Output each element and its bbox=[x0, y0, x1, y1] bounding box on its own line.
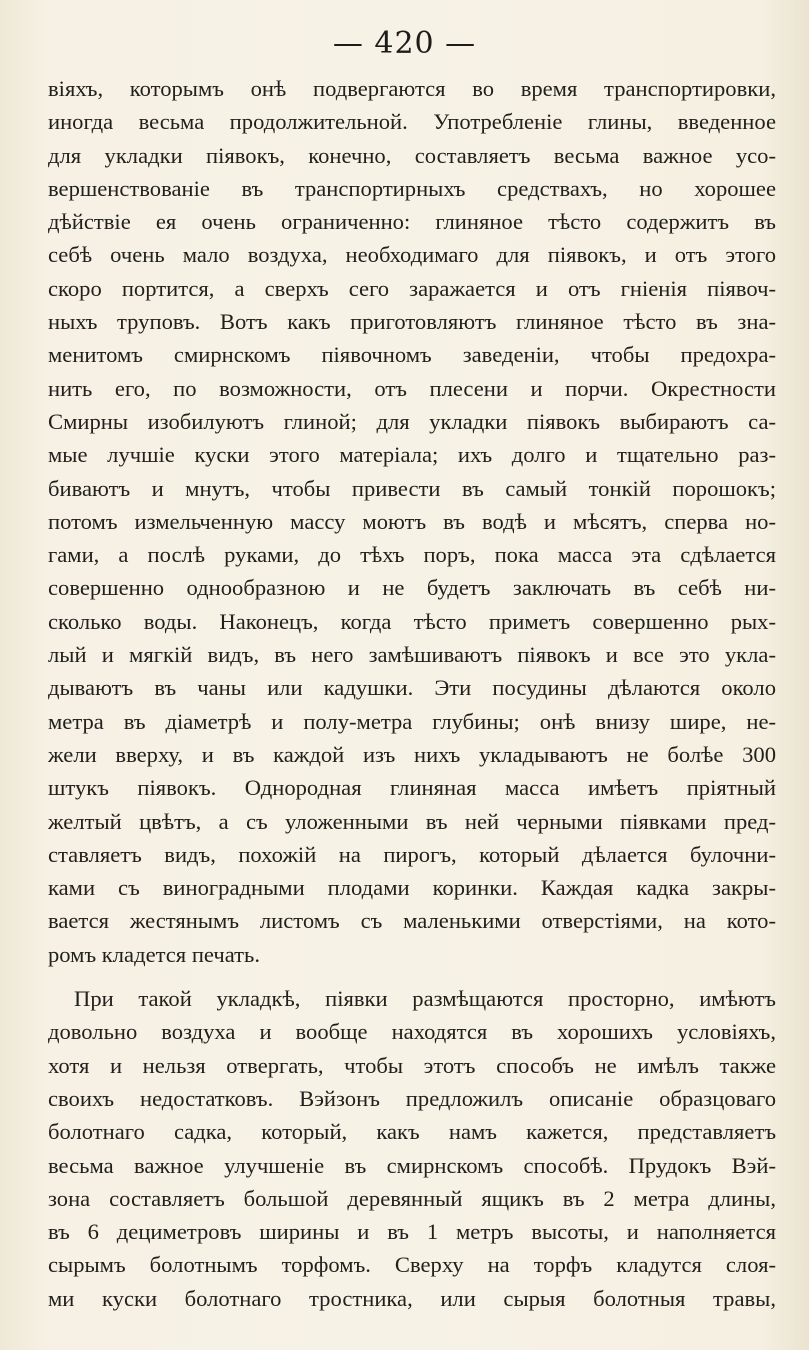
paragraph-1 bbox=[48, 72, 776, 971]
text-line: весьма важное улучшеніе въ смирнскомъ способѣ. Прудокъ Вэй- bbox=[48, 1152, 776, 1178]
text-line: дываютъ въ чаны или кадушки. Эти посудины дѣлаются около bbox=[48, 675, 776, 701]
text-line: Смирны изобилуютъ глиной; для укладки піявокъ выбираютъ са- bbox=[48, 408, 776, 434]
text-line: штукъ піявокъ. Однородная глиняная масса имѣетъ пріятный bbox=[48, 775, 776, 801]
text-line: гами, а послѣ руками, до тѣхъ поръ, пока масса эта сдѣлается bbox=[48, 542, 776, 568]
text-line: мые лучшіе куски этого матеріала; ихъ долго и тщательно раз- bbox=[48, 442, 776, 468]
text-line: хотя и нельзя отвергать, чтобы этотъ способъ не имѣлъ также bbox=[48, 1052, 776, 1078]
text-line: болотнаго садка, который, какъ намъ кажется, представляетъ bbox=[48, 1119, 776, 1145]
text-line: ныхъ труповъ. Вотъ какъ приготовляютъ глиняное тѣсто въ зна- bbox=[48, 309, 776, 335]
text-line: биваютъ и мнутъ, чтобы привести въ самый тонкій порошокъ; bbox=[48, 475, 776, 501]
paragraph-2 bbox=[48, 982, 776, 1315]
text-line: въ 6 дециметровъ ширины и въ 1 метръ высоты, и наполняется bbox=[48, 1219, 776, 1245]
text-line: менитомъ смирнскомъ піявочномъ заведеніи, чтобы предохра- bbox=[48, 342, 776, 368]
text-line: потомъ измельченную массу моютъ въ водѣ и мѣсятъ, сперва но- bbox=[48, 508, 776, 534]
text-line: віяхъ, которымъ онѣ подвергаются во время транспортировки, bbox=[48, 76, 776, 101]
text-line: лый и мягкій видъ, въ него замѣшиваютъ піявокъ и все это укла- bbox=[48, 642, 776, 668]
text-line: своихъ недостатковъ. Вэйзонъ предложилъ описаніе образцоваго bbox=[48, 1085, 776, 1111]
text-line: метра въ діаметрѣ и полу-метра глубины; онѣ внизу шире, не- bbox=[48, 708, 776, 734]
text-line: зона составляетъ большой деревянный ящикъ въ 2 метра длины, bbox=[48, 1185, 776, 1211]
text-line: жели вверху, и въ каждой изъ нихъ укладываютъ не болѣе 300 bbox=[48, 741, 776, 767]
text-line: дѣйствіе ея очень ограниченно: глиняное тѣсто содержитъ въ bbox=[48, 209, 776, 235]
text-line: сырымъ болотнымъ торфомъ. Сверху на торфъ кладутся слоя- bbox=[48, 1252, 776, 1278]
page-number: — 420 — bbox=[332, 26, 477, 61]
text-line: совершенно однообразною и не будетъ заключать въ себѣ ни- bbox=[48, 575, 776, 601]
text-line: себѣ очень мало воздуха, необходимаго для піявокъ, и отъ этого bbox=[48, 242, 776, 268]
text-line: вершенствованіе въ транспортирныхъ средствахъ, но хорошее bbox=[48, 175, 776, 201]
text-line: При такой укладкѣ, піявки размѣщаются просторно, имѣютъ bbox=[74, 986, 776, 1012]
text-line: довольно воздуха и вообще находятся въ хорошихъ условіяхъ, bbox=[48, 1019, 776, 1045]
text-line: ставляетъ видъ, похожій на пирогъ, который дѣлается булочни- bbox=[48, 841, 776, 867]
text-line: ми куски болотнаго тростника, или сырыя болотныя травы, bbox=[48, 1285, 776, 1311]
text-line: ромъ кладется печать. bbox=[48, 941, 261, 967]
text-line: нить его, по возможности, отъ плесени и порчи. Окрестности bbox=[48, 375, 776, 401]
text-line: желтый цвѣтъ, а съ уложенными въ ней черными піявками пред- bbox=[48, 808, 776, 834]
text-line: иногда весьма продолжительной. Употребленіе глины, введенное bbox=[48, 109, 776, 135]
text-line: сколько воды. Наконецъ, когда тѣсто приметъ совершенно рых- bbox=[48, 608, 776, 634]
text-line: вается жестянымъ листомъ съ маленькими отверстіями, на кото- bbox=[48, 908, 776, 934]
text-line: скоро портится, а сверхъ сего заражается и отъ гніенія піявоч- bbox=[48, 275, 776, 301]
body-text bbox=[48, 72, 776, 1315]
text-line: ками съ виноградными плодами коринки. Каждая кадка закры- bbox=[48, 875, 776, 901]
text-line: для укладки піявокъ, конечно, составляетъ весьма важное усо- bbox=[48, 142, 776, 168]
